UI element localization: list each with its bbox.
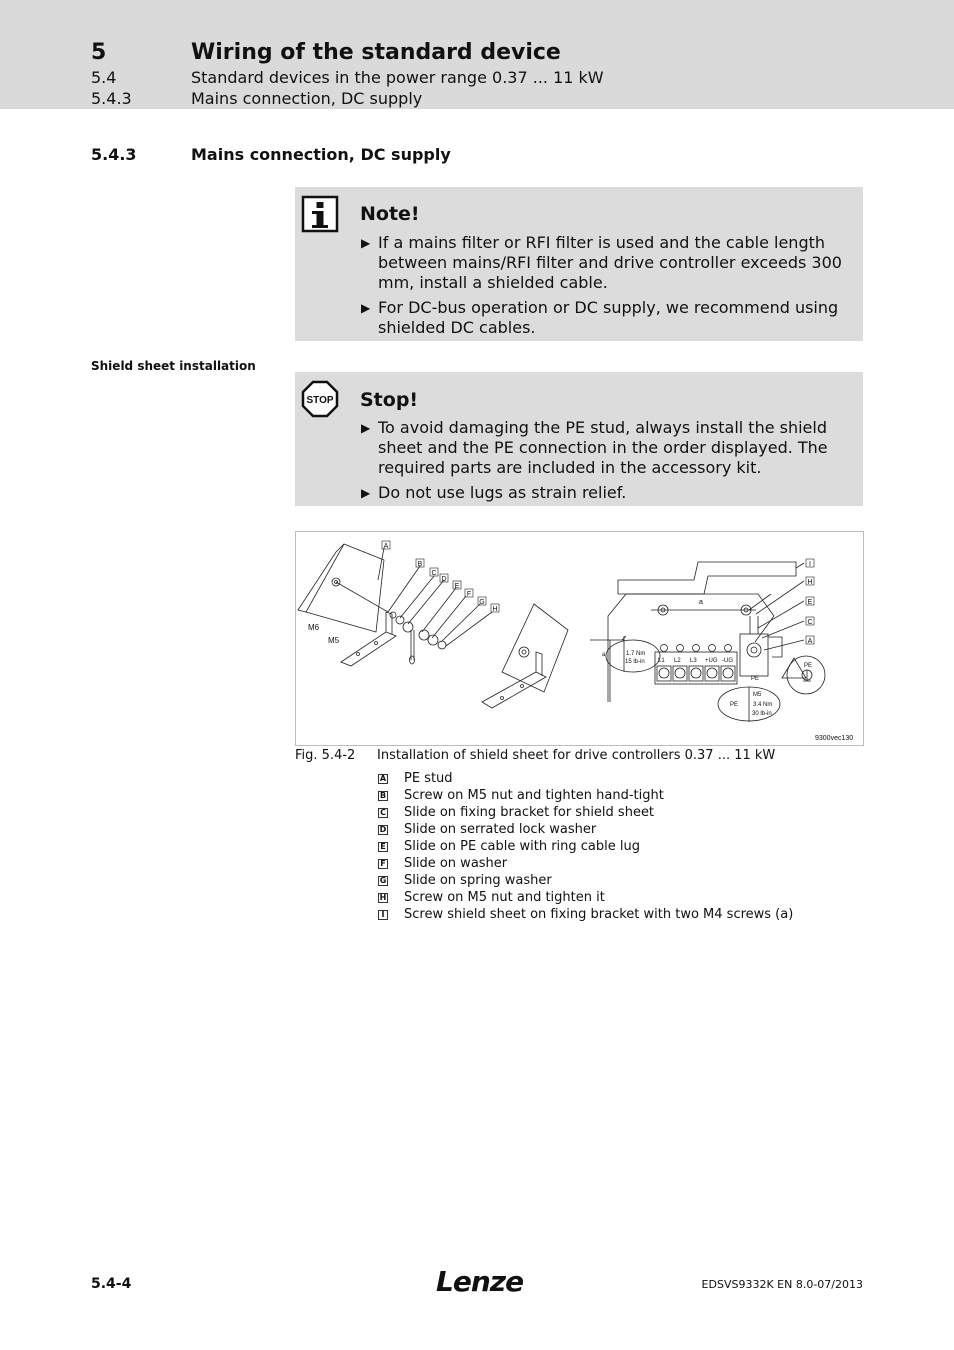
figure-key-f: F (466, 591, 472, 598)
terminal-l2: L2 (674, 658, 681, 664)
legend-key: I (378, 910, 388, 920)
note-item-text: If a mains filter or RFI filter is used and the cable length between mains/RFI filter and drive controller exceeds 300 mm, install a shielded cable. (378, 233, 842, 292)
figure-key-i: I (809, 561, 811, 568)
note-list (361, 233, 853, 343)
figure-key-h: H (492, 606, 498, 613)
terminal-l3: L3 (690, 658, 697, 664)
note-item (361, 233, 853, 293)
bullet-triangle-icon: ▶ (361, 236, 371, 250)
legend-text: Slide on serrated lock washer (404, 822, 597, 837)
legend-key: E (378, 842, 388, 852)
stop-title: Stop! (360, 389, 419, 411)
subchapter-title: Standard devices in the power range 0.37 ... 11 kW (191, 68, 604, 87)
subchapter-number: 5.4 (91, 68, 117, 87)
legend-text: Slide on fixing bracket for shield sheet (404, 805, 655, 820)
legend-key: F (378, 859, 388, 869)
label-torque-1b: 15 lb-in (625, 659, 645, 665)
label-a2: a (602, 652, 606, 658)
label-pe3: PE (804, 663, 813, 669)
legend-key: B (379, 791, 387, 800)
label-m5b: M5 (753, 692, 762, 698)
note-box (295, 187, 863, 341)
page-number: 5.4-4 (91, 1276, 132, 1292)
legend-text: Screw on M5 nut and tighten hand-tight (404, 788, 664, 803)
note-item-text: For DC-bus operation or DC supply, we recommend using shielded DC cables. (378, 298, 839, 337)
legend-text: Screw shield sheet on fixing bracket with two M4 screws (a) (404, 907, 794, 922)
legend-text: Slide on PE cable with ring cable lug (404, 839, 640, 854)
margin-label: Shield sheet installation (91, 359, 256, 373)
bullet-triangle-icon: ▶ (361, 301, 371, 315)
figure-caption-number: Fig. 5.4-2 (295, 748, 356, 763)
label-torque-2: 3.4 Nm (753, 702, 773, 708)
figure-key-a2: A (807, 638, 813, 645)
label-a: a (699, 599, 703, 606)
figure-key-a: A (383, 543, 389, 550)
legend-text: Screw on M5 nut and tighten it (404, 890, 605, 905)
bullet-triangle-icon: ▶ (361, 421, 371, 435)
legend-text: Slide on spring washer (404, 873, 552, 888)
label-pe: PE (730, 702, 739, 708)
figure-key-g: G (479, 599, 485, 606)
subsubchapter-title: Mains connection, DC supply (191, 89, 423, 108)
chapter-number: 5 (91, 40, 107, 65)
figure-key-d: D (441, 576, 447, 583)
figure-key-e: E (454, 583, 460, 590)
bullet-triangle-icon: ▶ (361, 486, 371, 500)
installation-drawing (296, 532, 863, 745)
label-pe2: PE (751, 676, 760, 682)
legend-text: Slide on washer (404, 856, 508, 871)
section-number: 5.4.3 (91, 145, 137, 164)
document-id: EDSVS9332K EN 8.0-07/2013 (701, 1278, 863, 1291)
installation-figure (295, 531, 864, 746)
figure-key-e2: E (807, 599, 813, 606)
subsubchapter-number: 5.4.3 (91, 89, 132, 108)
stop-box (295, 372, 863, 506)
figure-caption-text: Installation of shield sheet for drive controllers 0.37 ... 11 kW (377, 748, 776, 763)
label-torque-2b: 30 lb-in (752, 711, 772, 717)
figure-id: 9300vec130 (815, 735, 854, 742)
legend-key: C (378, 808, 388, 818)
legend-key: D (379, 825, 387, 834)
stop-sign-icon (301, 380, 339, 418)
lenze-logo: Lenze (436, 1265, 524, 1298)
stop-item-text: Do not use lugs as strain relief. (378, 483, 627, 502)
stop-item (361, 418, 853, 478)
legend-key: A (379, 774, 387, 783)
terminal-minus-ug: -UG (722, 658, 733, 664)
section-title: Mains connection, DC supply (191, 145, 451, 164)
figure-key-b: B (417, 561, 423, 568)
figure-key-c: C (431, 570, 437, 577)
legend-text: PE stud (404, 771, 453, 786)
terminal-plus-ug: +UG (705, 658, 718, 664)
note-item (361, 298, 853, 338)
terminal-l1: L1 (658, 658, 665, 664)
note-title: Note! (360, 203, 420, 225)
stop-item (361, 483, 853, 503)
label-m5: M5 (328, 636, 340, 645)
label-m6: M6 (308, 623, 320, 632)
figure-key-c2: C (807, 619, 813, 626)
info-icon (301, 195, 339, 233)
stop-item-text: To avoid damaging the PE stud, always install the shield sheet and the PE connection in the order displayed. The required parts are included in the accessory kit. (378, 418, 828, 477)
chapter-title: Wiring of the standard device (191, 40, 561, 65)
label-torque-1: 1.7 Nm (626, 651, 646, 657)
stop-sign-text: STOP (306, 395, 334, 406)
figure-key-h2: H (807, 579, 813, 586)
legend-key: H (379, 893, 387, 902)
legend-key: G (379, 876, 387, 885)
page-header (0, 0, 954, 109)
stop-list (361, 418, 853, 508)
